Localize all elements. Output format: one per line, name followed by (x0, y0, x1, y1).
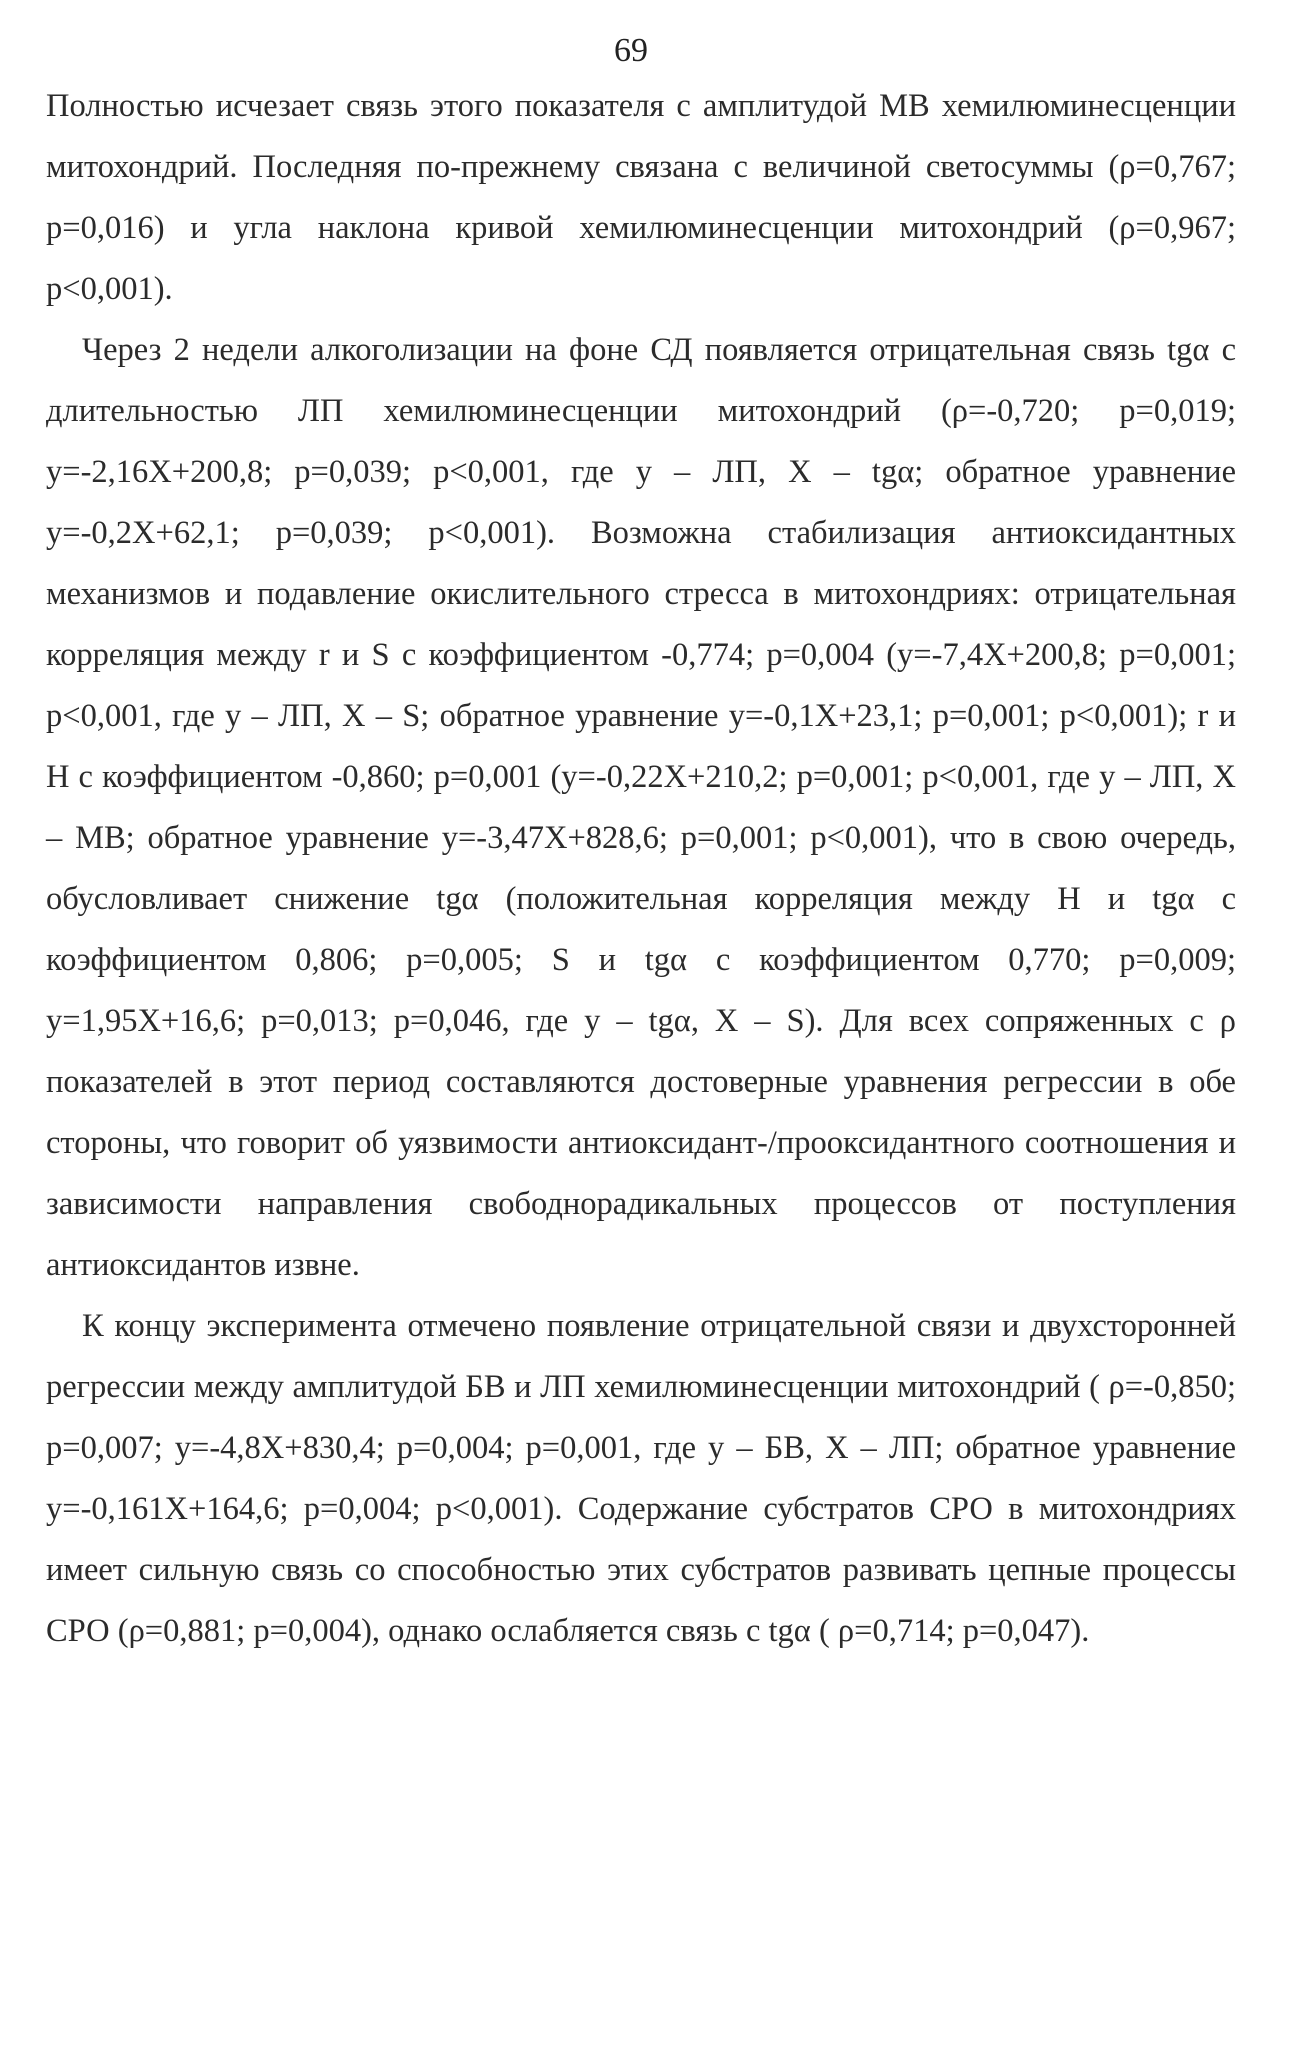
body-text (46, 76, 1236, 1662)
paragraph-1: Полностью исчезает связь этого показателя с амплитудой МВ хемилюминесценции митохондрий. Последняя по-прежнему связана с величиной светосуммы (ρ=0,767; р=0,016) и угла наклона кривой хемилюминесценции митохондрий (ρ=0,967; р<0,001). (46, 88, 1236, 307)
page-number: 69 (614, 32, 648, 69)
paragraph-2: Через 2 недели алкоголизации на фоне СД появляется отрицательная связь tgα с длительностью ЛП хемилюминесценции митохондрий (ρ=-0,720; р=0,019; у=-2,16Х+200,8; р=0,039; р<0,001, где у – ЛП, Х – tgα; обратное уравнение у=-0,2Х+62,1; р=0,039; р<0,001). Возможна стабилизация антиоксидантных механизмов и подавление окислительного стресса в митохондриях: отрицательная корреляция между r и S с коэффициентом -0,774; р=0,004 (у=-7,4Х+200,8; р=0,001; р<0,001, где у – ЛП, Х – S; обратное уравнение у=-0,1Х+23,1; р=0,001; р<0,001); r и Н с коэффициентом -0,860; р=0,001 (у=-0,22Х+210,2; р=0,001; р<0,001, где у – ЛП, Х – МВ; обратное уравнение у=-3,47Х+828,6; р=0,001; р<0,001), что в свою очередь, обусловливает снижение tgα (положительная корреляция между Н и tgα с коэффициентом 0,806; р=0,005; S и tgα с коэффициентом 0,770; р=0,009; у=1,95Х+16,6; р=0,013; р=0,046, где у – tgα, Х – S). Для всех сопряженных с ρ показателей в этот период составляются достоверные уравнения регрессии в обе стороны, что говорит об уязвимости антиоксидант-/прооксидантного соотношения и зависимости направления свободнорадикальных процессов от поступления антиоксидантов извне. (46, 332, 1236, 1283)
paragraph-3: К концу эксперимента отмечено появление отрицательной связи и двухсторонней регрессии между амплитудой БВ и ЛП хемилюминесценции митохондрий ( ρ=-0,850; р=0,007; у=-4,8Х+830,4; р=0,004; р=0,001, где у – БВ, Х – ЛП; обратное уравнение у=-0,161Х+164,6; р=0,004; р<0,001). Содержание субстратов СРО в митохондриях имеет сильную связь со способностью этих субстратов развивать цепные процессы СРО (ρ=0,881; р=0,004), однако ослабляется связь с tgα ( ρ=0,714; р=0,047). (46, 1308, 1236, 1649)
